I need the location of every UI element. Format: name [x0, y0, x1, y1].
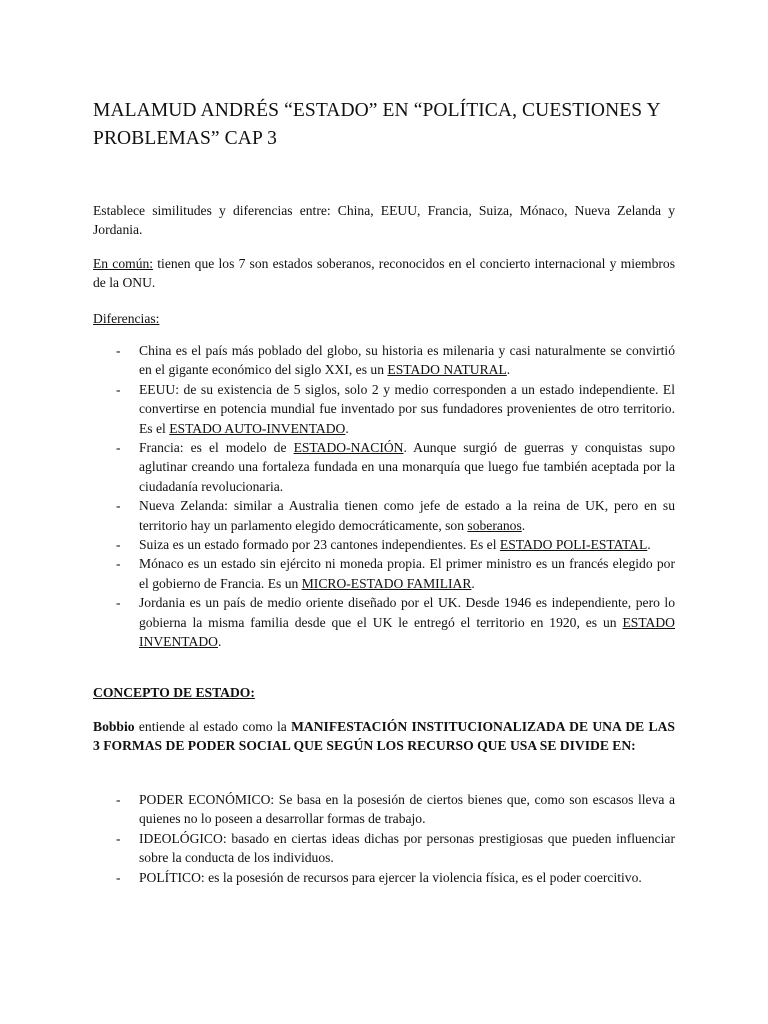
item-text: IDEOLÓGICO: basado en ciertas ideas dichas por personas prestigiosas que pueden influenciar sobre la conducta de los individuos. [139, 830, 675, 866]
concept-heading [93, 683, 675, 702]
bobbio-text: entiende al estado como la [134, 719, 292, 734]
dash-bullet: - [116, 343, 121, 358]
item-term: MICRO-ESTADO FAMILIAR [301, 575, 472, 591]
list-item [93, 496, 675, 535]
list-item [93, 438, 675, 496]
item-text: POLÍTICO: es la posesión de recursos para ejercer la violencia física, es el poder coercitivo. [139, 869, 642, 885]
item-text: Suiza es un estado formado por 23 cantones independientes. Es el [139, 537, 500, 553]
item-term: ESTADO AUTO-INVENTADO [169, 420, 346, 436]
powers-list [93, 790, 675, 887]
list-item [93, 790, 675, 829]
bobbio-paragraph [93, 717, 675, 756]
list-item [93, 593, 675, 651]
item-text: China es el país más poblado del globo, su historia es milenaria y casi naturalmente se convirtió en el gigante económico del siglo XXI, es un [139, 343, 675, 378]
dash-bullet: - [116, 595, 121, 611]
page-title: MALAMUD ANDRÉS “ESTADO” EN “POLÍTICA, CUESTIONES Y PROBLEMAS” CAP 3 [93, 100, 660, 149]
common-paragraph [93, 254, 675, 293]
common-label: En común: [93, 256, 154, 271]
dash-bullet: - [116, 556, 121, 572]
item-text: Jordania es un país de medio oriente diseñado por el UK. Desde 1946 es independiente, pero lo gobierna la misma familia desde que el UK le entregó el territorio en 1920, es un [139, 595, 675, 630]
item-term: ESTADO INVENTADO [139, 614, 675, 650]
dash-bullet: - [116, 869, 121, 885]
bobbio-name: Bobbio [93, 719, 135, 734]
item-text-end: . [647, 537, 651, 553]
item-text-end: . Aunque surgió de guerras y conquistas supo aglutinar creando una fortaleza fundada en una monarquía que luego fue también aceptada por la ciudadanía revolucionaria. [139, 440, 675, 494]
item-text: Francia: es el modelo de [139, 440, 294, 456]
item-text-end: . [471, 575, 475, 591]
intro-paragraph: Establece similitudes y diferencias entre: China, EEUU, Francia, Suiza, Mónaco, Nueva Zelanda y Jordania. [93, 203, 675, 238]
list-item [93, 868, 675, 887]
item-term: ESTADO-NACIÓN [293, 440, 404, 456]
item-term: ESTADO POLI-ESTATAL [499, 537, 648, 553]
dash-bullet: - [116, 498, 121, 514]
bobbio-emphasis: MANIFESTACIÓN INSTITUCIONALIZADA DE UNA DE LAS 3 FORMAS DE PODER SOCIAL QUE SEGÚN LOS RECURSO QUE USA SE DIVIDE EN: [93, 719, 675, 754]
dash-bullet: - [116, 440, 121, 456]
item-text-end: . [521, 517, 526, 533]
list-item [93, 829, 675, 868]
differences-heading [93, 309, 675, 328]
item-text-end: . [345, 420, 349, 436]
dash-bullet: - [116, 792, 121, 807]
item-text-end: . [506, 362, 511, 378]
item-term: soberanos [467, 517, 522, 533]
dash-bullet: - [116, 830, 121, 846]
item-text: Mónaco es un estado sin ejército ni moneda propia. El primer ministro es un francés elegido por el gobierno de Francia. Es un [139, 556, 675, 591]
list-item [93, 554, 675, 593]
list-item [93, 535, 675, 554]
dash-bullet: - [116, 381, 121, 397]
item-term: ESTADO NATURAL [387, 362, 507, 378]
common-text: tienen que los 7 son estados soberanos, reconocidos en el concierto internacional y miembros de la ONU. [93, 256, 675, 291]
dash-bullet: - [116, 537, 121, 553]
item-text-end: . [217, 634, 222, 650]
differences-heading-text: Diferencias: [93, 311, 160, 326]
list-item [93, 380, 675, 438]
item-text: EEUU: de su existencia de 5 siglos, solo 2 y medio corresponden a un estado independiente. El convertirse en potencia mundial fue inventado por sus fundadores provenientes de otro territorio. Es el [139, 381, 675, 436]
list-item [93, 341, 675, 380]
differences-list [93, 341, 675, 652]
concept-heading-text: CONCEPTO DE ESTADO: [93, 685, 255, 700]
item-text: PODER ECONÓMICO: Se basa en la posesión de ciertos bienes que, como son escasos lleva a quienes no lo poseen a desarrollar formas de trabajo. [139, 792, 675, 827]
item-text: Nueva Zelanda: similar a Australia tienen como jefe de estado a la reina de UK, pero en su territorio hay un parlamento elegido democráticamente, son [139, 498, 675, 533]
